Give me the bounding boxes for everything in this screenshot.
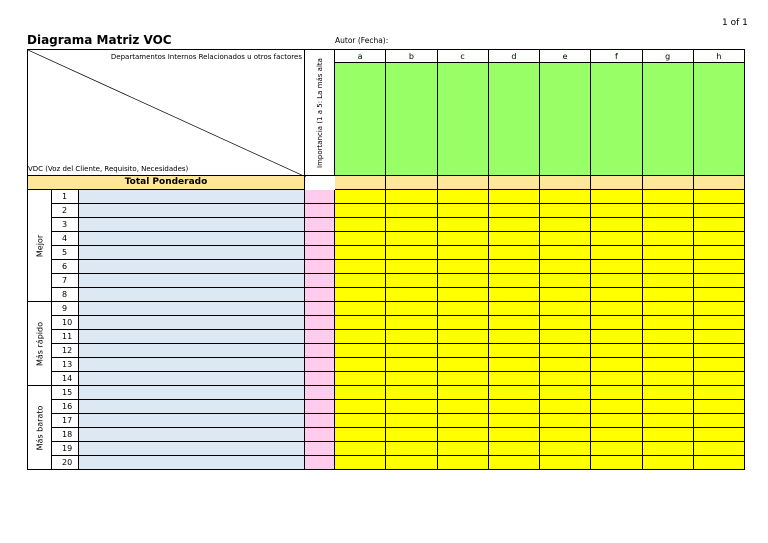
matrix-cell-f[interactable] [591,344,642,358]
requirement-cell[interactable] [79,358,305,372]
matrix-cell-a[interactable] [335,190,386,204]
row-number: 11 [52,330,79,344]
matrix-cell-c[interactable] [438,330,489,344]
importance-cell[interactable] [305,456,335,470]
matrix-cell-h[interactable] [694,442,745,456]
column-header-g: g [643,49,694,63]
matrix-cell-e[interactable] [540,330,591,344]
group-label: Más barato [35,405,44,450]
matrix-cell-g[interactable] [643,246,694,260]
row-number: 20 [52,456,79,470]
matrix-cell-c[interactable] [438,442,489,456]
matrix-cell-h[interactable] [694,428,745,442]
voc-label: VDC (Voz del Cliente, Requisito, Necesidades) [28,165,189,173]
matrix-cell-d[interactable] [489,330,540,344]
matrix-cell-h[interactable] [694,456,745,470]
row-number: 15 [52,386,79,400]
matrix-cell-d[interactable] [489,456,540,470]
importance-cell[interactable] [305,386,335,400]
matrix-cell-g[interactable] [643,260,694,274]
matrix-cell-e[interactable] [540,190,591,204]
matrix-cell-f[interactable] [591,428,642,442]
matrix-cell-e[interactable] [540,386,591,400]
requirement-cell[interactable] [79,330,305,344]
column-factor-cell-h [694,63,745,176]
matrix-cell-c[interactable] [438,260,489,274]
requirement-cell[interactable] [79,288,305,302]
matrix-cell-h[interactable] [694,190,745,204]
matrix-cell-h[interactable] [694,414,745,428]
row-number: 12 [52,344,79,358]
column-factor-cell-f [591,63,642,176]
column-header-b: b [386,49,437,63]
matrix-cell-c[interactable] [438,386,489,400]
total-cell-e [540,176,591,190]
column-factor-cell-b [386,63,437,176]
matrix-cell-e[interactable] [540,302,591,316]
matrix-cell-c[interactable] [438,288,489,302]
row-number: 8 [52,288,79,302]
requirement-cell[interactable] [79,260,305,274]
group-0 [27,190,52,302]
requirement-cell[interactable] [79,204,305,218]
requirement-cell[interactable] [79,442,305,456]
importance-cell[interactable] [305,358,335,372]
matrix-cell-d[interactable] [489,316,540,330]
matrix-cell-g[interactable] [643,204,694,218]
matrix-cell-d[interactable] [489,288,540,302]
matrix-cell-e[interactable] [540,358,591,372]
matrix-cell-f[interactable] [591,288,642,302]
corner-header [27,49,305,176]
matrix-cell-g[interactable] [643,344,694,358]
matrix-cell-d[interactable] [489,260,540,274]
matrix-cell-f[interactable] [591,246,642,260]
requirement-cell[interactable] [79,400,305,414]
row-number: 19 [52,442,79,456]
matrix-cell-d[interactable] [489,274,540,288]
total-cell-d [489,176,540,190]
matrix-cell-f[interactable] [591,218,642,232]
matrix-cell-d[interactable] [489,372,540,386]
importance-cell[interactable] [305,302,335,316]
column-header-c: c [438,49,489,63]
matrix-cell-h[interactable] [694,372,745,386]
matrix-cell-b[interactable] [386,288,437,302]
matrix-cell-a[interactable] [335,302,386,316]
matrix-cell-g[interactable] [643,302,694,316]
matrix-cell-a[interactable] [335,246,386,260]
matrix-cell-g[interactable] [643,190,694,204]
matrix-cell-g[interactable] [643,372,694,386]
group-label: Más rápido [35,321,44,366]
matrix-cell-a[interactable] [335,316,386,330]
row-number: 5 [52,246,79,260]
requirement-cell[interactable] [79,218,305,232]
importance-cell[interactable] [305,204,335,218]
matrix-cell-c[interactable] [438,190,489,204]
matrix-cell-d[interactable] [489,442,540,456]
total-cell-f [591,176,642,190]
matrix-cell-e[interactable] [540,456,591,470]
matrix-cell-c[interactable] [438,204,489,218]
matrix-cell-h[interactable] [694,386,745,400]
matrix-cell-g[interactable] [643,442,694,456]
matrix-cell-a[interactable] [335,232,386,246]
matrix-cell-d[interactable] [489,428,540,442]
requirement-cell[interactable] [79,274,305,288]
author-label: Autor (Fecha): [335,36,389,45]
requirement-cell[interactable] [79,428,305,442]
matrix-cell-e[interactable] [540,414,591,428]
matrix-cell-a[interactable] [335,260,386,274]
row-number: 7 [52,274,79,288]
row-number: 9 [52,302,79,316]
matrix-cell-f[interactable] [591,190,642,204]
matrix-cell-d[interactable] [489,344,540,358]
matrix-cell-b[interactable] [386,274,437,288]
matrix-cell-a[interactable] [335,288,386,302]
column-header-h: h [694,49,745,63]
requirement-cell[interactable] [79,372,305,386]
matrix-cell-a[interactable] [335,330,386,344]
group-1 [27,302,52,386]
matrix-cell-c[interactable] [438,232,489,246]
matrix-cell-b[interactable] [386,456,437,470]
column-header-e: e [540,49,591,63]
matrix-cell-h[interactable] [694,400,745,414]
matrix-cell-f[interactable] [591,372,642,386]
matrix-cell-g[interactable] [643,232,694,246]
matrix-cell-f[interactable] [591,386,642,400]
matrix-cell-f[interactable] [591,232,642,246]
row-number: 10 [52,316,79,330]
matrix-cell-e[interactable] [540,442,591,456]
matrix-cell-c[interactable] [438,428,489,442]
importance-cell[interactable] [305,246,335,260]
importance-cell[interactable] [305,330,335,344]
matrix-cell-e[interactable] [540,372,591,386]
matrix-cell-f[interactable] [591,442,642,456]
total-cell-a [335,176,386,190]
column-factor-cell-e [540,63,591,176]
importance-cell[interactable] [305,442,335,456]
matrix-cell-a[interactable] [335,358,386,372]
matrix-cell-d[interactable] [489,190,540,204]
matrix-cell-g[interactable] [643,414,694,428]
importance-cell[interactable] [305,190,335,204]
row-number: 18 [52,428,79,442]
matrix-cell-b[interactable] [386,344,437,358]
total-cell-g [643,176,694,190]
matrix-cell-b[interactable] [386,260,437,274]
column-header-d: d [489,49,540,63]
matrix-cell-b[interactable] [386,400,437,414]
matrix-cell-d[interactable] [489,414,540,428]
matrix-cell-d[interactable] [489,302,540,316]
matrix-cell-f[interactable] [591,456,642,470]
row-number: 6 [52,260,79,274]
page-title: Diagrama Matriz VOC [27,33,172,47]
matrix-cell-d[interactable] [489,232,540,246]
row-number: 16 [52,400,79,414]
matrix-cell-f[interactable] [591,274,642,288]
matrix-cell-b[interactable] [386,218,437,232]
matrix-cell-b[interactable] [386,372,437,386]
matrix-cell-g[interactable] [643,316,694,330]
total-weighted-label: Total Ponderado [27,176,305,190]
requirement-cell[interactable] [79,386,305,400]
matrix-cell-a[interactable] [335,428,386,442]
requirement-cell[interactable] [79,232,305,246]
matrix-cell-h[interactable] [694,358,745,372]
matrix-cell-b[interactable] [386,428,437,442]
matrix-cell-b[interactable] [386,442,437,456]
matrix-cell-d[interactable] [489,218,540,232]
matrix-cell-h[interactable] [694,330,745,344]
matrix-cell-e[interactable] [540,204,591,218]
row-number: 3 [52,218,79,232]
matrix-cell-c[interactable] [438,414,489,428]
matrix-cell-g[interactable] [643,330,694,344]
matrix-cell-h[interactable] [694,302,745,316]
matrix-cell-d[interactable] [489,400,540,414]
matrix-cell-e[interactable] [540,232,591,246]
matrix-cell-f[interactable] [591,330,642,344]
importance-cell[interactable] [305,260,335,274]
voc-matrix [27,49,745,471]
matrix-cell-e[interactable] [540,344,591,358]
matrix-cell-h[interactable] [694,260,745,274]
column-header-f: f [591,49,642,63]
matrix-cell-b[interactable] [386,232,437,246]
matrix-cell-b[interactable] [386,316,437,330]
matrix-cell-c[interactable] [438,302,489,316]
matrix-cell-e[interactable] [540,274,591,288]
importance-cell[interactable] [305,344,335,358]
importance-cell[interactable] [305,372,335,386]
matrix-cell-b[interactable] [386,204,437,218]
matrix-cell-c[interactable] [438,344,489,358]
matrix-cell-f[interactable] [591,400,642,414]
importance-cell[interactable] [305,414,335,428]
total-cell-h [694,176,745,190]
matrix-cell-b[interactable] [386,358,437,372]
importance-label: Importancia (1 a 5: La más alta [315,57,324,168]
matrix-cell-g[interactable] [643,358,694,372]
column-factor-cell-a [335,63,386,176]
group-label: Mejor [35,234,44,257]
matrix-cell-c[interactable] [438,358,489,372]
matrix-cell-b[interactable] [386,190,437,204]
matrix-cell-f[interactable] [591,414,642,428]
row-number: 4 [52,232,79,246]
row-number: 1 [52,190,79,204]
matrix-cell-b[interactable] [386,414,437,428]
diagonal-line [28,50,306,177]
total-cell-b [386,176,437,190]
requirement-cell[interactable] [79,344,305,358]
importance-cell[interactable] [305,428,335,442]
matrix-cell-c[interactable] [438,246,489,260]
matrix-cell-h[interactable] [694,316,745,330]
importance-cell[interactable] [305,316,335,330]
matrix-cell-b[interactable] [386,302,437,316]
matrix-cell-h[interactable] [694,288,745,302]
matrix-cell-a[interactable] [335,204,386,218]
matrix-cell-b[interactable] [386,246,437,260]
matrix-cell-e[interactable] [540,260,591,274]
column-header-a: a [335,49,386,63]
matrix-cell-c[interactable] [438,372,489,386]
requirement-cell[interactable] [79,190,305,204]
matrix-cell-g[interactable] [643,386,694,400]
matrix-cell-a[interactable] [335,218,386,232]
page-number: 1 of 1 [722,18,748,28]
matrix-cell-g[interactable] [643,218,694,232]
matrix-cell-e[interactable] [540,428,591,442]
total-cell-c [438,176,489,190]
matrix-cell-f[interactable] [591,358,642,372]
group-2 [27,386,52,470]
matrix-cell-f[interactable] [591,204,642,218]
importance-header [305,49,335,176]
matrix-cell-h[interactable] [694,232,745,246]
matrix-cell-d[interactable] [489,246,540,260]
matrix-cell-h[interactable] [694,246,745,260]
matrix-cell-a[interactable] [335,442,386,456]
requirement-cell[interactable] [79,414,305,428]
matrix-cell-h[interactable] [694,274,745,288]
importance-cell[interactable] [305,400,335,414]
matrix-cell-g[interactable] [643,274,694,288]
departments-label: Departamentos Internos Relacionados u otros factores [110,53,302,61]
importance-cell[interactable] [305,274,335,288]
matrix-cell-a[interactable] [335,400,386,414]
column-factor-cell-c [438,63,489,176]
matrix-cell-a[interactable] [335,372,386,386]
matrix-cell-e[interactable] [540,218,591,232]
matrix-cell-e[interactable] [540,316,591,330]
matrix-cell-e[interactable] [540,288,591,302]
row-number: 17 [52,414,79,428]
matrix-cell-c[interactable] [438,456,489,470]
row-number: 13 [52,358,79,372]
requirement-cell[interactable] [79,456,305,470]
row-number: 2 [52,204,79,218]
matrix-cell-c[interactable] [438,400,489,414]
matrix-cell-c[interactable] [438,218,489,232]
importance-cell[interactable] [305,232,335,246]
matrix-cell-a[interactable] [335,456,386,470]
column-factor-cell-d [489,63,540,176]
matrix-cell-g[interactable] [643,456,694,470]
matrix-cell-e[interactable] [540,246,591,260]
matrix-cell-a[interactable] [335,386,386,400]
matrix-cell-h[interactable] [694,218,745,232]
matrix-cell-g[interactable] [643,288,694,302]
importance-cell[interactable] [305,288,335,302]
matrix-cell-h[interactable] [694,344,745,358]
matrix-cell-f[interactable] [591,302,642,316]
requirement-cell[interactable] [79,246,305,260]
matrix-cell-a[interactable] [335,414,386,428]
requirement-cell[interactable] [79,316,305,330]
importance-cell[interactable] [305,218,335,232]
column-factor-cell-g [643,63,694,176]
requirement-cell[interactable] [79,302,305,316]
matrix-cell-g[interactable] [643,428,694,442]
row-number: 14 [52,372,79,386]
matrix-cell-e[interactable] [540,400,591,414]
matrix-cell-f[interactable] [591,260,642,274]
matrix-cell-a[interactable] [335,274,386,288]
matrix-cell-a[interactable] [335,344,386,358]
matrix-cell-c[interactable] [438,316,489,330]
matrix-cell-d[interactable] [489,204,540,218]
matrix-cell-g[interactable] [643,400,694,414]
matrix-cell-f[interactable] [591,316,642,330]
matrix-cell-h[interactable] [694,204,745,218]
matrix-cell-d[interactable] [489,358,540,372]
matrix-cell-d[interactable] [489,386,540,400]
matrix-cell-b[interactable] [386,330,437,344]
matrix-cell-c[interactable] [438,274,489,288]
matrix-cell-b[interactable] [386,386,437,400]
